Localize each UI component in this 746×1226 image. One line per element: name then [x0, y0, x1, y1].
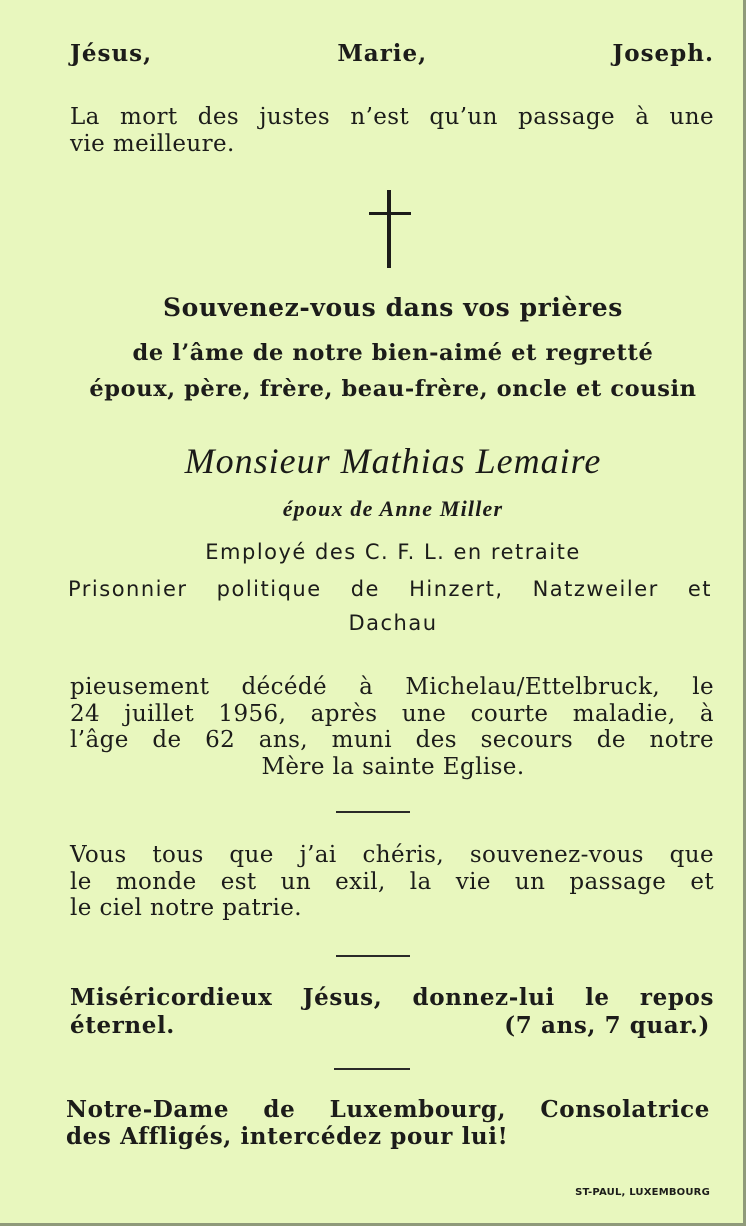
death-notice: [70, 674, 714, 754]
remember-line-2: époux, père, frère, beau-frère, oncle et cousin: [89, 376, 697, 402]
spouse-line: époux de Anne Miller: [282, 496, 504, 521]
holy-names-header: [70, 40, 714, 67]
death-line-3: l’âge de 62 ans, muni des secours de notre: [70, 727, 714, 753]
intro-line-1: La mort des justes n’est qu’un passage à une: [70, 104, 714, 130]
prisoner-line-2: Dachau: [348, 611, 438, 635]
prayer-line-2: [70, 1012, 710, 1039]
verse-line-2: le monde est un exil, la vie un passage et: [70, 868, 714, 895]
death-line-2: 24 juillet 1956, après une courte maladie, à: [70, 700, 714, 727]
death-line-1: pieusement décédé à Michelau/Ettelbruck, le: [70, 674, 714, 700]
prayer-text: [70, 985, 714, 1012]
header-marie: Marie,: [337, 40, 428, 67]
divider-2: [336, 955, 410, 957]
indulgence-note: (7 ans, 7 quar.): [504, 1012, 710, 1039]
remember-line-1: de l’âme de notre bien-aimé et regretté: [132, 340, 654, 366]
intro-line-2: vie meilleure.: [70, 130, 235, 157]
verse-line-3: le ciel notre patrie.: [70, 895, 302, 921]
printer-credit: ST-PAUL, LUXEMBOURG: [575, 1187, 710, 1198]
cross-icon: [369, 190, 411, 268]
invocation-line-1: Notre-Dame de Luxembourg, Consolatrice: [66, 1096, 710, 1123]
invocation-text: [66, 1097, 710, 1150]
prayer-eternal: éternel.: [70, 1012, 175, 1039]
verse-text: [70, 842, 714, 922]
divider-1: [336, 811, 410, 813]
prisoner-line-1: Prisonnier politique de Hinzert, Natzweiler et: [68, 577, 712, 601]
death-line-4: Mère la sainte Eglise.: [261, 754, 525, 780]
verse-line-1: Vous tous que j’ai chéris, souvenez-vous que: [70, 842, 714, 868]
header-jesus: Jésus,: [70, 40, 153, 67]
remember-title: Souvenez-vous dans vos prières: [163, 293, 623, 322]
invocation-line-2: des Affligés, intercédez pour lui!: [66, 1122, 509, 1150]
header-joseph: Joseph.: [612, 40, 714, 67]
prayer-line-1: Miséricordieux Jésus, donnez-lui le repos: [70, 984, 714, 1011]
divider-3: [334, 1068, 410, 1070]
occupation-line: Employé des C. F. L. en retraite: [205, 540, 581, 564]
intro-text: [70, 104, 714, 157]
deceased-name: Monsieur Mathias Lemaire: [184, 441, 602, 481]
